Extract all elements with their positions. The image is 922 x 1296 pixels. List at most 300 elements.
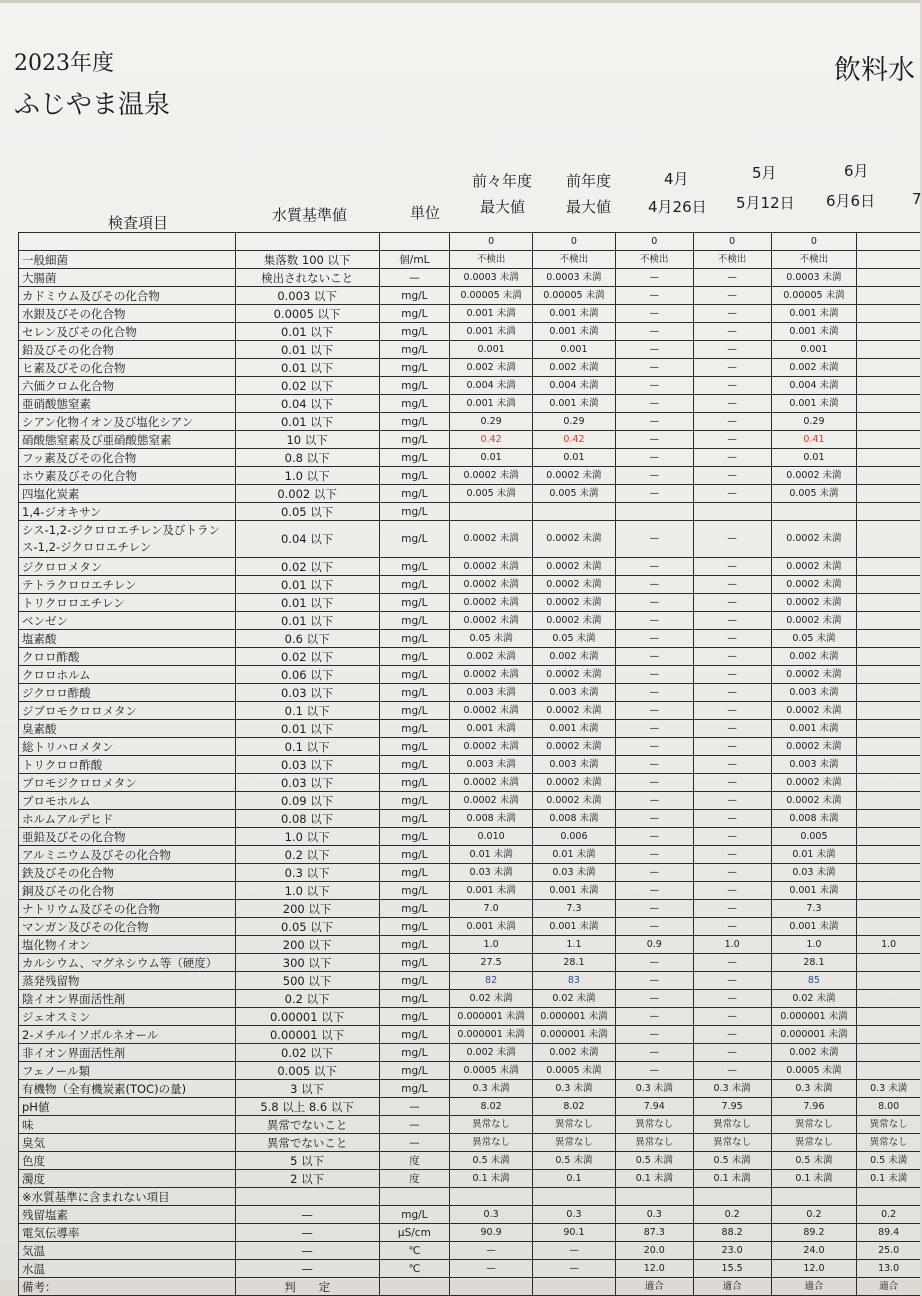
- cell-july-value: [857, 720, 920, 738]
- cell-april-value: —: [615, 449, 693, 467]
- cell-prev2-max: 0.0005 未満: [450, 1062, 533, 1080]
- fiscal-year: 2023年度: [14, 51, 114, 76]
- cell-prev1-max: 0.001 未満: [533, 323, 616, 341]
- cell-standard-value: 異常でないこと: [235, 1134, 379, 1152]
- cell-prev2-max: 0.002 未満: [450, 648, 533, 666]
- cell-prev2-max: 0.00005 未満: [450, 287, 533, 305]
- cell-may-value: —: [693, 810, 771, 828]
- table-row: [19, 341, 921, 359]
- cell-prev2-max: 0.005 未満: [450, 485, 533, 503]
- cell-april-value: —: [615, 521, 693, 558]
- cell-may-value: 0.1 未満: [693, 1170, 771, 1188]
- cell-april-value: 12.0: [615, 1260, 693, 1278]
- table-row: [19, 864, 921, 882]
- cell-standard-value: 0.01 以下: [235, 612, 379, 630]
- cell-may-value: —: [693, 1062, 771, 1080]
- cell-may-value: —: [693, 341, 771, 359]
- cell-june-value: 0.0005 未満: [771, 1062, 857, 1080]
- cell-unit: mg/L: [379, 990, 450, 1008]
- cell-prev2-max: 0.010: [450, 828, 533, 846]
- cell-may-value: —: [693, 1044, 771, 1062]
- cell-june-value: 85: [771, 972, 857, 990]
- cell-unit: mg/L: [379, 900, 450, 918]
- cell-prev2-max: 0.002 未満: [450, 359, 533, 377]
- cell-item-name: クロロ酢酸: [19, 648, 236, 666]
- cell-july-value: [857, 810, 920, 828]
- cell-standard-value: 200 以下: [235, 900, 379, 918]
- cell-standard-value: —: [235, 1206, 379, 1224]
- cell-july-value: 0.2: [857, 1206, 920, 1224]
- table-row: [19, 792, 921, 810]
- cell-may-value: —: [693, 287, 771, 305]
- cell-may-value: 0: [693, 233, 771, 251]
- cell-may-value: —: [693, 359, 771, 377]
- cell-prev2-max: 0.5 未満: [450, 1152, 533, 1170]
- cell-prev1-max: 28.1: [533, 954, 616, 972]
- cell-july-value: [857, 648, 920, 666]
- cell-may-value: —: [693, 449, 771, 467]
- cell-july-value: 0.1 未満: [857, 1170, 920, 1188]
- cell-prev1-max: 0.001 未満: [533, 918, 616, 936]
- table-row: [19, 1098, 921, 1116]
- cell-july-value: 異常なし: [857, 1134, 920, 1152]
- table-row: [19, 648, 921, 666]
- cell-prev1-max: 0.3: [533, 1206, 616, 1224]
- cell-may-value: —: [693, 756, 771, 774]
- cell-july-value: [857, 431, 920, 449]
- cell-july-value: [857, 341, 920, 359]
- cell-may-value: —: [693, 576, 771, 594]
- cell-unit: mg/L: [379, 1044, 450, 1062]
- table-row: [19, 485, 921, 503]
- cell-standard-value: 0.3 以下: [235, 864, 379, 882]
- cell-standard-value: 0.02 以下: [235, 1044, 379, 1062]
- cell-may-value: [693, 503, 771, 521]
- cell-item-name: 濁度: [19, 1170, 236, 1188]
- cell-june-value: 0.003 未満: [771, 684, 857, 702]
- cell-prev2-max: 0.0002 未満: [450, 666, 533, 684]
- cell-item-name: 水温: [19, 1260, 236, 1278]
- cell-april-value: —: [615, 720, 693, 738]
- header-month-1: 4月: [664, 170, 689, 188]
- cell-prev1-max: 0.0003 未満: [533, 269, 616, 287]
- cell-item-name: 有機物（全有機炭素(TOC)の量): [19, 1080, 236, 1098]
- cell-prev1-max: 0.3 未満: [533, 1080, 616, 1098]
- cell-july-value: [857, 521, 920, 558]
- cell-prev1-max: 0.0002 未満: [533, 738, 616, 756]
- cell-unit: mg/L: [379, 576, 450, 594]
- cell-unit: mg/L: [379, 612, 450, 630]
- cell-prev2-max: 0.0002 未満: [450, 521, 533, 558]
- cell-july-value: [857, 864, 920, 882]
- cell-may-value: —: [693, 269, 771, 287]
- cell-prev1-max: 0.0002 未満: [533, 521, 616, 558]
- cell-april-value: —: [615, 269, 693, 287]
- cell-may-value: 異常なし: [693, 1116, 771, 1134]
- cell-unit: mg/L: [379, 1206, 450, 1224]
- cell-item-name: ブロモジクロロメタン: [19, 774, 236, 792]
- table-row: [19, 720, 921, 738]
- table-row: [19, 1008, 921, 1026]
- cell-item-name: クロロホルム: [19, 666, 236, 684]
- cell-item-name: 1,4-ジオキサン: [19, 503, 236, 521]
- cell-unit: mg/L: [379, 323, 450, 341]
- cell-prev1-max: 0.002 未満: [533, 648, 616, 666]
- cell-april-value: —: [615, 864, 693, 882]
- cell-june-value: 0.005: [771, 828, 857, 846]
- cell-prev1-max: 0.0002 未満: [533, 792, 616, 810]
- cell-may-value: —: [693, 521, 771, 558]
- cell-june-value: 0.00005 未満: [771, 287, 857, 305]
- cell-july-value: [857, 503, 920, 521]
- cell-prev1-max: 0.002 未満: [533, 359, 616, 377]
- cell-april-value: —: [615, 738, 693, 756]
- cell-prev2-max: 0.03 未満: [450, 864, 533, 882]
- table-row: [19, 900, 921, 918]
- table-row: [19, 810, 921, 828]
- cell-july-value: [857, 738, 920, 756]
- cell-prev2-max: 0.003 未満: [450, 684, 533, 702]
- cell-standard-value: 5 以下: [235, 1152, 379, 1170]
- cell-prev1-max: 0.002 未満: [533, 1044, 616, 1062]
- cell-item-name: シス-1,2-ジクロロエチレン及びトランス-1,2-ジクロロエチレン: [19, 521, 236, 558]
- cell-april-value: —: [615, 774, 693, 792]
- cell-april-value: 20.0: [615, 1242, 693, 1260]
- cell-july-value: [857, 359, 920, 377]
- cell-july-value: [857, 702, 920, 720]
- table-row: [19, 413, 921, 431]
- cell-july-value: [857, 900, 920, 918]
- cell-july-value: [857, 485, 920, 503]
- cell-unit: —: [379, 1116, 450, 1134]
- cell-standard-value: [235, 233, 379, 251]
- cell-item-name: 残留塩素: [19, 1206, 236, 1224]
- cell-july-value: [857, 377, 920, 395]
- cell-unit: mg/L: [379, 1026, 450, 1044]
- cell-april-value: —: [615, 467, 693, 485]
- cell-prev2-max: 0.0002 未満: [450, 774, 533, 792]
- cell-item-name: ベンゼン: [19, 612, 236, 630]
- cell-standard-value: 0.6 以下: [235, 630, 379, 648]
- cell-prev1-max: 0.02 未満: [533, 990, 616, 1008]
- header-month-4-partial: 7: [912, 190, 922, 208]
- cell-item-name: 非イオン界面活性剤: [19, 1044, 236, 1062]
- cell-june-value: 0.003 未満: [771, 756, 857, 774]
- table-row: [19, 377, 921, 395]
- table-row: [19, 594, 921, 612]
- cell-prev1-max: 異常なし: [533, 1134, 616, 1152]
- cell-item-name: 総トリハロメタン: [19, 738, 236, 756]
- cell-july-value: [857, 558, 920, 576]
- cell-june-value: 0.001 未満: [771, 395, 857, 413]
- cell-standard-value: 0.2 以下: [235, 846, 379, 864]
- cell-unit: mg/L: [379, 1008, 450, 1026]
- cell-june-value: 12.0: [771, 1260, 857, 1278]
- table-row: [19, 1134, 921, 1152]
- cell-june-value: 0.0002 未満: [771, 738, 857, 756]
- cell-prev1-max: 0.01: [533, 449, 616, 467]
- cell-item-name: ブロモホルム: [19, 792, 236, 810]
- cell-may-value: 異常なし: [693, 1134, 771, 1152]
- cell-prev1-max: 0.00005 未満: [533, 287, 616, 305]
- cell-standard-value: 0.01 以下: [235, 720, 379, 738]
- cell-standard-value: 集落数 100 以下: [235, 251, 379, 269]
- cell-prev1-max: 0.000001 未満: [533, 1026, 616, 1044]
- cell-prev1-max: 0.5 未満: [533, 1152, 616, 1170]
- cell-unit: mg/L: [379, 882, 450, 900]
- cell-item-name: 味: [19, 1116, 236, 1134]
- table-row: [19, 990, 921, 1008]
- cell-june-value: 異常なし: [771, 1134, 857, 1152]
- cell-prev2-max: 0.001 未満: [450, 882, 533, 900]
- cell-may-value: —: [693, 774, 771, 792]
- cell-prev2-max: 0.004 未満: [450, 377, 533, 395]
- cell-unit: mg/L: [379, 810, 450, 828]
- cell-prev1-max: 90.1: [533, 1224, 616, 1242]
- header-prev2-year: 前々年度: [472, 172, 533, 190]
- cell-prev2-max: 90.9: [450, 1224, 533, 1242]
- table-row: [19, 576, 921, 594]
- cell-july-value: [857, 576, 920, 594]
- cell-april-value: 0.1 未満: [615, 1170, 693, 1188]
- cell-june-value: 0.002 未満: [771, 1044, 857, 1062]
- cell-may-value: —: [693, 648, 771, 666]
- cell-april-value: —: [615, 648, 693, 666]
- cell-standard-value: 0.8 以下: [235, 449, 379, 467]
- cell-prev1-max: [533, 1278, 616, 1296]
- cell-prev2-max: 0.3: [450, 1206, 533, 1224]
- cell-unit: —: [379, 269, 450, 287]
- cell-prev1-max: 0.03 未満: [533, 864, 616, 882]
- cell-april-value: —: [615, 287, 693, 305]
- cell-item-name: pH値: [19, 1098, 236, 1116]
- table-row: [19, 882, 921, 900]
- cell-unit: mg/L: [379, 558, 450, 576]
- cell-item-name: 臭気: [19, 1134, 236, 1152]
- cell-standard-value: 検出されないこと: [235, 269, 379, 287]
- cell-june-value: 0.000001 未満: [771, 1026, 857, 1044]
- cell-april-value: 0: [615, 233, 693, 251]
- cell-may-value: —: [693, 305, 771, 323]
- cell-item-name: フッ素及びその化合物: [19, 449, 236, 467]
- cell-june-value: 28.1: [771, 954, 857, 972]
- cell-prev2-max: 82: [450, 972, 533, 990]
- cell-june-value: 0.001 未満: [771, 305, 857, 323]
- cell-april-value: —: [615, 954, 693, 972]
- cell-unit: [379, 1278, 450, 1296]
- cell-may-value: —: [693, 720, 771, 738]
- cell-item-name: 水銀及びその化合物: [19, 305, 236, 323]
- cell-standard-value: 3 以下: [235, 1080, 379, 1098]
- cell-unit: mg/L: [379, 449, 450, 467]
- table-row: [19, 467, 921, 485]
- cell-june-value: 0.02 未満: [771, 990, 857, 1008]
- header-prev2-max: 最大値: [480, 198, 526, 216]
- cell-unit: mg/L: [379, 359, 450, 377]
- cell-april-value: 0.3 未満: [615, 1080, 693, 1098]
- cell-prev2-max: —: [450, 1242, 533, 1260]
- table-row: [19, 666, 921, 684]
- cell-standard-value: 0.1 以下: [235, 738, 379, 756]
- cell-june-value: 0.03 未満: [771, 864, 857, 882]
- cell-unit: ℃: [379, 1260, 450, 1278]
- cell-june-value: 0.2: [771, 1206, 857, 1224]
- cell-may-value: —: [693, 990, 771, 1008]
- cell-prev1-max: 0.008 未満: [533, 810, 616, 828]
- cell-item-name: 塩素酸: [19, 630, 236, 648]
- cell-april-value: —: [615, 882, 693, 900]
- cell-june-value: 0.002 未満: [771, 359, 857, 377]
- cell-standard-value: —: [235, 1242, 379, 1260]
- cell-item-name: 銅及びその化合物: [19, 882, 236, 900]
- cell-unit: mg/L: [379, 918, 450, 936]
- cell-june-value: 0: [771, 233, 857, 251]
- cell-prev1-max: 83: [533, 972, 616, 990]
- table-row: [19, 1080, 921, 1098]
- cell-standard-value: 1.0 以下: [235, 467, 379, 485]
- cell-july-value: 1.0: [857, 936, 920, 954]
- table-row: [19, 395, 921, 413]
- cell-april-value: —: [615, 846, 693, 864]
- cell-may-value: —: [693, 828, 771, 846]
- cell-june-value: 不検出: [771, 251, 857, 269]
- cell-may-value: —: [693, 972, 771, 990]
- cell-june-value: 7.3: [771, 900, 857, 918]
- cell-unit: —: [379, 1134, 450, 1152]
- cell-june-value: 0.001: [771, 341, 857, 359]
- cell-prev1-max: 0.1: [533, 1170, 616, 1188]
- cell-prev2-max: 異常なし: [450, 1134, 533, 1152]
- cell-item-name: セレン及びその化合物: [19, 323, 236, 341]
- cell-prev2-max: 0.001: [450, 341, 533, 359]
- cell-item-name: ヒ素及びその化合物: [19, 359, 236, 377]
- cell-standard-value: 0.04 以下: [235, 521, 379, 558]
- cell-prev2-max: 0.008 未満: [450, 810, 533, 828]
- cell-standard-value: 0.09 以下: [235, 792, 379, 810]
- cell-prev1-max: 0.001 未満: [533, 882, 616, 900]
- header-month-2: 5月: [752, 164, 777, 182]
- table-row: [19, 936, 921, 954]
- cell-may-value: —: [693, 864, 771, 882]
- cell-prev2-max: 0.001 未満: [450, 395, 533, 413]
- cell-july-value: [857, 774, 920, 792]
- cell-april-value: —: [615, 576, 693, 594]
- cell-unit: mg/L: [379, 1062, 450, 1080]
- cell-april-value: —: [615, 341, 693, 359]
- cell-june-value: 0.5 未満: [771, 1152, 857, 1170]
- cell-standard-value: 0.00001 以下: [235, 1026, 379, 1044]
- cell-standard-value: 0.06 以下: [235, 666, 379, 684]
- cell-unit: mg/L: [379, 846, 450, 864]
- table-row: [19, 630, 921, 648]
- cell-july-value: [857, 792, 920, 810]
- cell-july-value: [857, 828, 920, 846]
- cell-may-value: —: [693, 738, 771, 756]
- cell-item-name: ジブロモクロロメタン: [19, 702, 236, 720]
- cell-june-value: [771, 503, 857, 521]
- cell-item-name: トリクロロ酢酸: [19, 756, 236, 774]
- cell-standard-value: 300 以下: [235, 954, 379, 972]
- cell-standard-value: 0.04 以下: [235, 395, 379, 413]
- table-row: [19, 954, 921, 972]
- cell-june-value: 89.2: [771, 1224, 857, 1242]
- cell-unit: mg/L: [379, 594, 450, 612]
- cell-july-value: [857, 990, 920, 1008]
- cell-item-name: 電気伝導率: [19, 1224, 236, 1242]
- cell-item-name: 備考：: [19, 1278, 236, 1296]
- cell-prev1-max: —: [533, 1260, 616, 1278]
- cell-april-value: —: [615, 485, 693, 503]
- cell-prev1-max: 0.0002 未満: [533, 666, 616, 684]
- cell-prev2-max: 0.0002 未満: [450, 612, 533, 630]
- cell-standard-value: 0.01 以下: [235, 341, 379, 359]
- cell-april-value: 異常なし: [615, 1116, 693, 1134]
- cell-june-value: 0.0002 未満: [771, 792, 857, 810]
- cell-june-value: 0.005 未満: [771, 485, 857, 503]
- cell-july-value: [857, 666, 920, 684]
- cell-may-value: —: [693, 918, 771, 936]
- cell-standard-value: 0.01 以下: [235, 359, 379, 377]
- cell-june-value: 0.008 未満: [771, 810, 857, 828]
- cell-prev2-max: 0.001 未満: [450, 720, 533, 738]
- cell-item-name: テトラクロロエチレン: [19, 576, 236, 594]
- cell-unit: 度: [379, 1152, 450, 1170]
- cell-unit: mg/L: [379, 756, 450, 774]
- cell-prev1-max: 7.3: [533, 900, 616, 918]
- cell-unit: mg/L: [379, 864, 450, 882]
- table-row: [19, 1260, 921, 1278]
- cell-june-value: 0.0002 未満: [771, 521, 857, 558]
- cell-unit: mg/L: [379, 1080, 450, 1098]
- cell-item-name: ジェオスミン: [19, 1008, 236, 1026]
- cell-july-value: [857, 287, 920, 305]
- cell-item-name: 臭素酸: [19, 720, 236, 738]
- cell-july-value: [857, 449, 920, 467]
- cell-prev2-max: [450, 1188, 533, 1206]
- cell-prev2-max: 0.0002 未満: [450, 792, 533, 810]
- cell-standard-value: 2 以下: [235, 1170, 379, 1188]
- table-row: [19, 1044, 921, 1062]
- cell-unit: mg/L: [379, 972, 450, 990]
- cell-june-value: 0.001 未満: [771, 720, 857, 738]
- table-row: [19, 1116, 921, 1134]
- cell-july-value: [857, 954, 920, 972]
- table-row: [19, 756, 921, 774]
- table-row: [19, 503, 921, 521]
- cell-prev1-max: 0.000001 未満: [533, 1008, 616, 1026]
- cell-item-name: フェノール類: [19, 1062, 236, 1080]
- header-standard: 水質基準値: [272, 206, 348, 224]
- header-date-3: 6月6日: [826, 192, 876, 210]
- cell-item-name: 一般細菌: [19, 251, 236, 269]
- cell-unit: [379, 233, 450, 251]
- cell-standard-value: 0.05 以下: [235, 918, 379, 936]
- cell-item-name: マンガン及びその化合物: [19, 918, 236, 936]
- cell-june-value: 0.01: [771, 449, 857, 467]
- cell-april-value: —: [615, 594, 693, 612]
- cell-standard-value: 0.03 以下: [235, 774, 379, 792]
- cell-item-name: 大腸菌: [19, 269, 236, 287]
- table-row: [19, 1242, 921, 1260]
- cell-june-value: 0.000001 未満: [771, 1008, 857, 1026]
- cell-item-name: 気温: [19, 1242, 236, 1260]
- cell-prev1-max: 不検出: [533, 251, 616, 269]
- cell-april-value: 0.9: [615, 936, 693, 954]
- cell-april-value: [615, 503, 693, 521]
- cell-prev1-max: —: [533, 1242, 616, 1260]
- cell-item-name: ホルムアルデヒド: [19, 810, 236, 828]
- cell-april-value: 0.3: [615, 1206, 693, 1224]
